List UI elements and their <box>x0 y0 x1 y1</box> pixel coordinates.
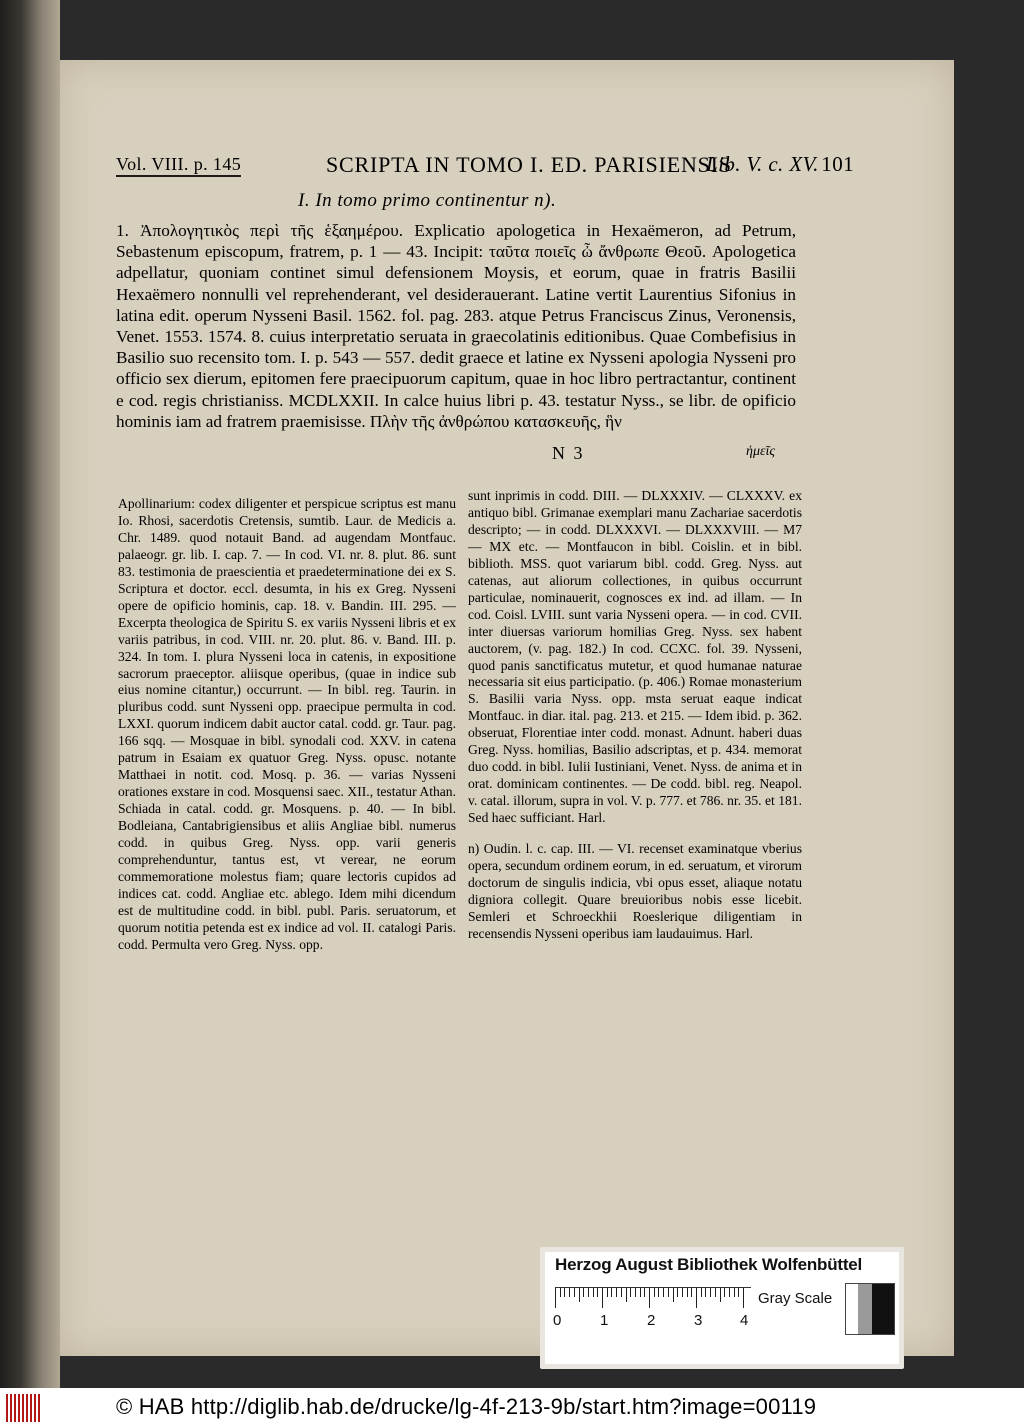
copyright-url: © HAB http://diglib.hab.de/drucke/lg-4f-213-9b/start.htm?image=00119 <box>116 1394 817 1419</box>
ruler-tick <box>564 1288 565 1297</box>
ruler-tick <box>560 1288 561 1297</box>
ruler-tick <box>649 1288 650 1308</box>
running-header <box>116 152 854 182</box>
signature-mark: N 3 <box>552 443 585 463</box>
footnote-column-left <box>118 496 456 954</box>
logo-bar <box>38 1394 40 1422</box>
main-paragraph <box>116 220 796 432</box>
volume-reference: Vol. VIII. p. 145 <box>116 154 241 177</box>
ruler-tick <box>691 1288 692 1297</box>
ruler-number: 3 <box>694 1312 703 1329</box>
hab-logo-icon <box>6 1394 42 1422</box>
swatch-gray <box>858 1284 872 1334</box>
left-column-text: Apollinarium: codex diligenter et perspicue scriptus est manu Io. Rhosi, sacerdotis Cretensis, sumtib. Laur. de Medicis a. Chr. 1489. quod notauit Band. ad augendam Montfauc. palaeogr. gr. lib. I. cap. 7. — In cod. VI. nr. 8. plut. 86. sunt 83. testimonia de praescientia et praedeterminatione dei ex S. Scriptura et doctor. eccl. desumta, in his ex Greg. Nysseni opere de opificio hominis, cap. 18. v. Bandin. III. 295. — Excerpta theologica de Spiritu S. ex variis Nysseni libris et ex variis patribus, in cod. VIII. nr. 20. plut. 86. v. Band. III. p. 324. In tom. I. plura Nysseni loca in catenis, in expositione sacrorum praeceptor. aliisque operibus, (quae in indice sub eius nomine citantur,) occurrunt. — In bibl. reg. Taurin. in pluribus codd. sunt Nysseni opp. praecipue permulta in cod. LXXI. quorum indicem dabit auctor catal. codd. gr. Taur. pag. 166 sqq. — Mosquae in bibl. synodali cod. XXV. in catena patrum in Esaiam ex quatuor Greg. Nyss. opusc. notante Matthaei in notit. cod. Mosq. p. 36. — varias Nysseni orationes exstare in cod. Mosquensi saec. XII., testatur Athan. Schiada in catal. codd. gr. Mosquens. p. 40. — In bibl. Bodleiana, Cantabrigiensibus et aliis Angliae bibl. numerus codd. in quibus Greg. Nyss. opp. varii generis comprehenduntur, tantus est, vt verear, ne eorum commemoratione molestus fiam; quare lectoris cupidos ad indices cat. codd. Angliae etc. ablego. Idem mihi dicendum est de multitudine codd. in bibl. publ. Paris. seruatorum, et quorum notitia petenda est ex indice ad vol. II. catalogi Paris. codd. Permulta vero Greg. Nyss. opp. <box>118 496 456 952</box>
ruler-tick <box>588 1288 589 1297</box>
ruler-tick <box>621 1288 622 1297</box>
gray-scale-swatches <box>845 1283 895 1335</box>
adjacent-page-edge <box>0 0 60 1388</box>
ruler-tick <box>673 1288 674 1302</box>
color-card-face <box>545 1252 899 1364</box>
ruler-tick <box>569 1288 570 1297</box>
catchword: ἡμεῖς <box>746 444 776 459</box>
ruler-tick <box>743 1288 744 1308</box>
library-name: Herzog August Bibliothek Wolfenbüttel <box>555 1255 863 1274</box>
ruler-tick <box>630 1288 631 1297</box>
ruler-tick <box>574 1288 575 1297</box>
ruler-tick <box>602 1288 603 1308</box>
ruler-tick <box>579 1288 580 1302</box>
ruler-number: 2 <box>647 1312 656 1329</box>
ruler-tick <box>555 1288 556 1308</box>
library-color-card <box>540 1247 904 1369</box>
ruler-number: 0 <box>553 1312 562 1329</box>
logo-bar <box>26 1394 28 1422</box>
swatch-black <box>872 1284 894 1334</box>
ruler-tick <box>593 1288 594 1297</box>
ruler-tick <box>644 1288 645 1297</box>
ruler-tick <box>734 1288 735 1297</box>
section-title: I. In tomo primo continentur n). <box>298 190 557 211</box>
ruler-tick <box>729 1288 730 1297</box>
ruler-tick <box>677 1288 678 1297</box>
ruler-tick <box>640 1288 641 1297</box>
ruler-tick <box>738 1288 739 1297</box>
logo-bar <box>18 1394 20 1422</box>
ruler-tick <box>616 1288 617 1297</box>
running-title: SCRIPTA IN TOMO I. ED. PARISIENSIS <box>326 152 732 177</box>
swatch-white <box>846 1284 858 1334</box>
ruler-tick <box>710 1288 711 1297</box>
ruler-tick <box>715 1288 716 1297</box>
ruler-number: 1 <box>600 1312 609 1329</box>
right-column-text: sunt inprimis in codd. DIII. — DLXXXIV. — CLXXXV. ex antiquo bibl. Grimanae exemplari manu Zachariae sacerdotis descripto; — in codd. DLXXXVI. — DLXXXVIII. — M7 — MX etc. — Montfaucon in bibl. Coislin. et in bibl. biblioth. MSS. quot variarum bibl. codd. Greg. Nyss. aut catenas, aut aliorum collectiones, in quibus occurrunt particulae, nominauerit, cognosces ex ind. ad illam. — In cod. Coisl. LVIII. sunt varia Nysseni opera. — in cod. CVII. inter diuersas variorum homilias Greg. Nyss. sex habent auctorem, (v. pag. 182.) In cod. CCXC. fol. 39. Nysseni, quod panis sanctificatus mutetur, et quod humanae naturae necessaria sit eius participatio. (p. 406.) Romae monasterium S. Basilii varia Nyss. opp. msta seruat eaque indicat Montfauc. in diar. ital. pag. 213. et 215. — Idem ibid. p. 362. obseruat, Florentiae inter codd. monast. Adnunt. haberi duas Greg. Nyss. homilias, Basilio adscriptas, et p. 434. memorat duo codd. in bibl. Iulii Iustiniani, Venet. Nyss. de anima et in orat. dominicam continentes. — De codd. bibl. reg. Neapol. v. catal. illorum, supra in vol. V. p. 777. et 786. nr. 35. et 181. Sed haec sufficiant. Harl. <box>468 488 802 826</box>
ruler-scale <box>555 1287 751 1314</box>
ruler-tick <box>658 1288 659 1297</box>
ruler-tick <box>682 1288 683 1297</box>
logo-bar <box>6 1394 8 1422</box>
logo-bar <box>22 1394 24 1422</box>
book-chapter-reference: Lib. V. c. XV. <box>706 152 819 176</box>
ruler-number: 4 <box>740 1312 749 1329</box>
ruler-tick <box>724 1288 725 1297</box>
ruler-tick <box>696 1288 697 1308</box>
main-paragraph-text: 1. Ἀπολογητικὸς περὶ τῆς ἑξαημέρου. Explicatio apologetica in Hexaëmeron, ad Petrum, Sebastenum episcopum, fratrem, p. 1 — 43. Incipit: ταῦτα ποιεῖς ὦ ἄνθρωπε Θεοῦ. Apologetica adpellatur, quoniam continet simul defensionem Moysis, et eorum, quae in fratris Basilii Hexaëmero nonnulli vel reprehenderant, vel desiderauerant. Latine vertit Laurentius Sifonius in latina edit. operum Nysseni Basil. 1562. fol. pag. 283. atque Petrus Franciscus Zinus, Veronensis, Venet. 1553. 1574. 8. cuius interpretatio seruata in graecolatinis editionibus. Quae Combefisius in Basilio suo recensito tom. I. p. 543 — 557. dedit graece et latine ex Nysseni apologia Nysseni pro officio sex dierum, epitomen fere praecipuorum capitum, quae in hoc libro pertractantur, continent e cod. regis christianiss. MCDLXXII. In calce huius libri p. 43. testatur Nyss., se libr. de opificio hominis iam ad fratrem praemisisse. Πλὴν τῆς ἀνθρώπου κατασκευῆς, ἣν <box>116 221 796 431</box>
logo-bar <box>34 1394 36 1422</box>
ruler-tick <box>701 1288 702 1297</box>
ruler-tick <box>583 1288 584 1297</box>
footnote-column-right <box>468 488 802 943</box>
footnote-n: n) Oudin. l. c. cap. III. — VI. recenset examinatque vberius opera, secundum ordinem eorum, in ed. seruatum, et virorum doctorum de singulis indicia, vbi opus esset, aliaque notatu digniora collegit. Quare breuioribus nobis esse licebit. Semleri et Schroeckhii Roeslerique diligentiam in recensendis Nysseni operibus iam laudauimus. Harl. <box>468 841 802 941</box>
footer-bar <box>0 1388 1024 1428</box>
ruler-tick <box>597 1288 598 1297</box>
logo-bar <box>14 1394 16 1422</box>
ruler-tick <box>668 1288 669 1297</box>
ruler-tick <box>611 1288 612 1297</box>
ruler-tick <box>687 1288 688 1297</box>
page-number: 101 <box>821 152 854 176</box>
ruler-tick <box>663 1288 664 1297</box>
logo-bar <box>10 1394 12 1422</box>
ruler-tick <box>635 1288 636 1297</box>
ruler-tick <box>720 1288 721 1302</box>
ruler-tick <box>607 1288 608 1297</box>
logo-bar <box>30 1394 32 1422</box>
ruler-tick <box>705 1288 706 1297</box>
gray-scale-label: Gray Scale <box>758 1290 833 1307</box>
ruler-tick <box>626 1288 627 1302</box>
ruler-tick <box>654 1288 655 1297</box>
